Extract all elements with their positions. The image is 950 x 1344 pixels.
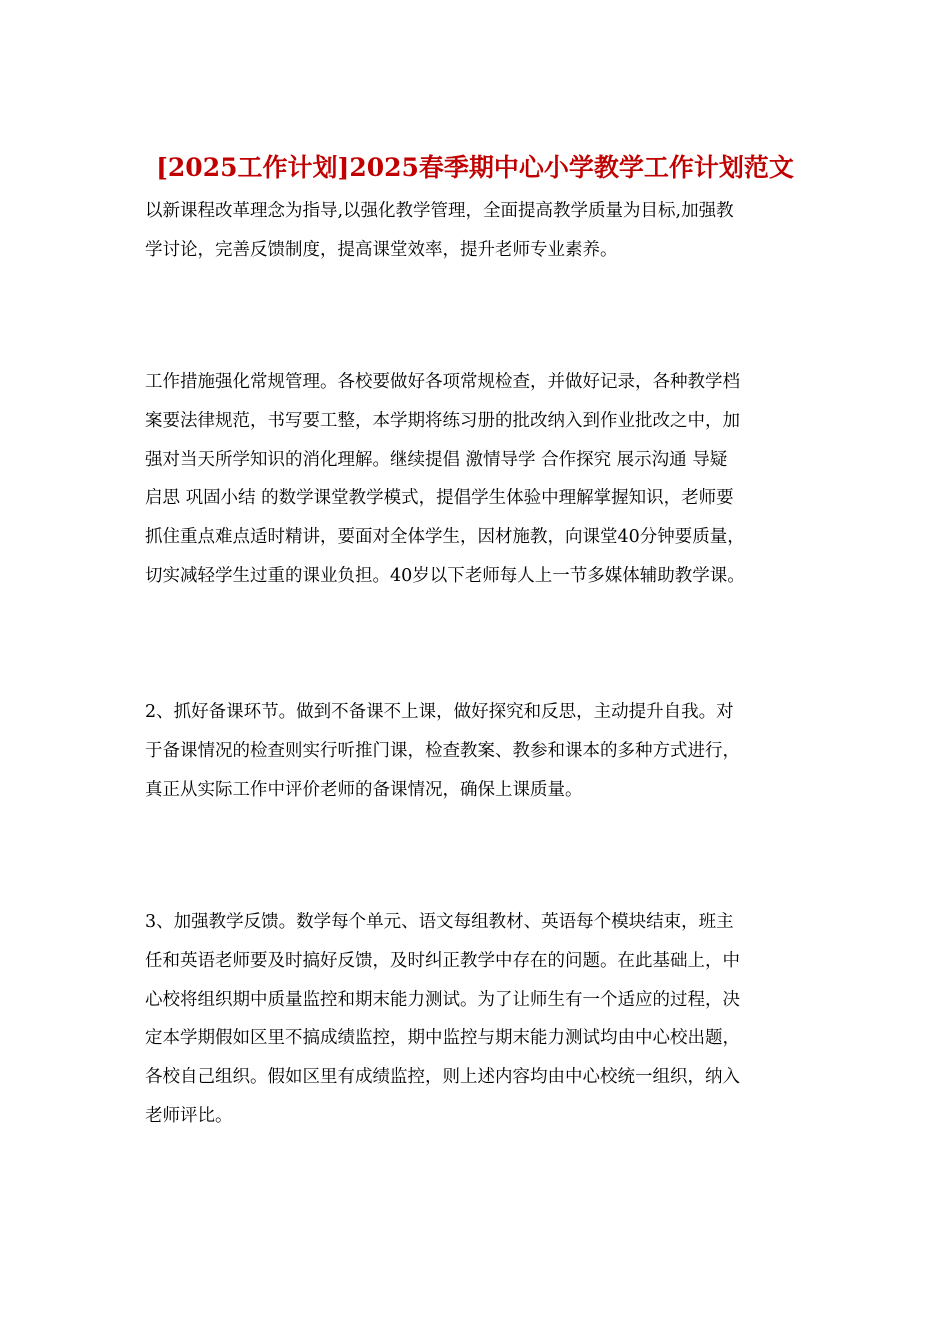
paragraph-line: 启思 巩固小结 的数学课堂教学模式，提倡学生体验中理解掌握知识，老师要 [145,488,734,509]
measures-paragraph [145,363,805,596]
paragraph-line: 各校自己组织。假如区里有成绩监控，则上述内容均由中心校统一组织，纳入 [145,1067,740,1088]
paragraph-line: 真正从实际工作中评价老师的备课情况，确保上课质量。 [145,779,583,800]
lesson-prep-paragraph [145,693,805,809]
paragraph-line: 抓住重点难点适时精讲，要面对全体学生，因材施教，向课堂40分钟要质量， [145,527,745,548]
paragraph-line: 案要法律规范，书写要工整，本学期将练习册的批改纳入到作业批改之中，加 [145,410,740,431]
paragraph-line: 定本学期假如区里不搞成绩监控，期中监控与期末能力测试均由中心校出题， [145,1028,740,1049]
document-title: [2025工作计划]2025春季期中心小学教学工作计划范文 [156,153,794,182]
feedback-paragraph [145,903,805,1136]
paragraph-line: 强对当天所学知识的消化理解。继续提倡 激情导学 合作探究 展示沟通 导疑 [145,449,728,470]
paragraph-line: 3、加强教学反馈。数学每个单元、语文每组教材、英语每个模块结束，班主 [145,912,734,932]
intro-paragraph [145,192,805,270]
paragraph-line: 2、抓好备课环节。做到不备课不上课，做好探究和反思，主动提升自我。对 [145,702,734,722]
paragraph-line: 切实减轻学生过重的课业负担。40岁以下老师每人上一节多媒体辅助教学课。 [145,565,745,586]
paragraph-line: 任和英语老师要及时搞好反馈，及时纠正教学中存在的问题。在此基础上，中 [145,950,740,971]
paragraph-line: 于备课情况的检查则实行听推门课，检查教案、教参和课本的多种方式进行， [145,740,740,761]
paragraph-line: 工作措施强化常规管理。各校要做好各项常规检查，并做好记录，各种教学档 [145,372,740,392]
paragraph-line: 老师评比。 [145,1105,233,1126]
paragraph-line: 心校将组织期中质量监控和期末能力测试。为了让师生有一个适应的过程，决 [145,989,740,1010]
paragraph-line: 学讨论，完善反馈制度，提高课堂效率，提升老师专业素养。 [145,239,618,260]
paragraph-line: 以新课程改革理念为指导,以强化教学管理，全面提高教学质量为目标,加强教 [145,201,734,221]
